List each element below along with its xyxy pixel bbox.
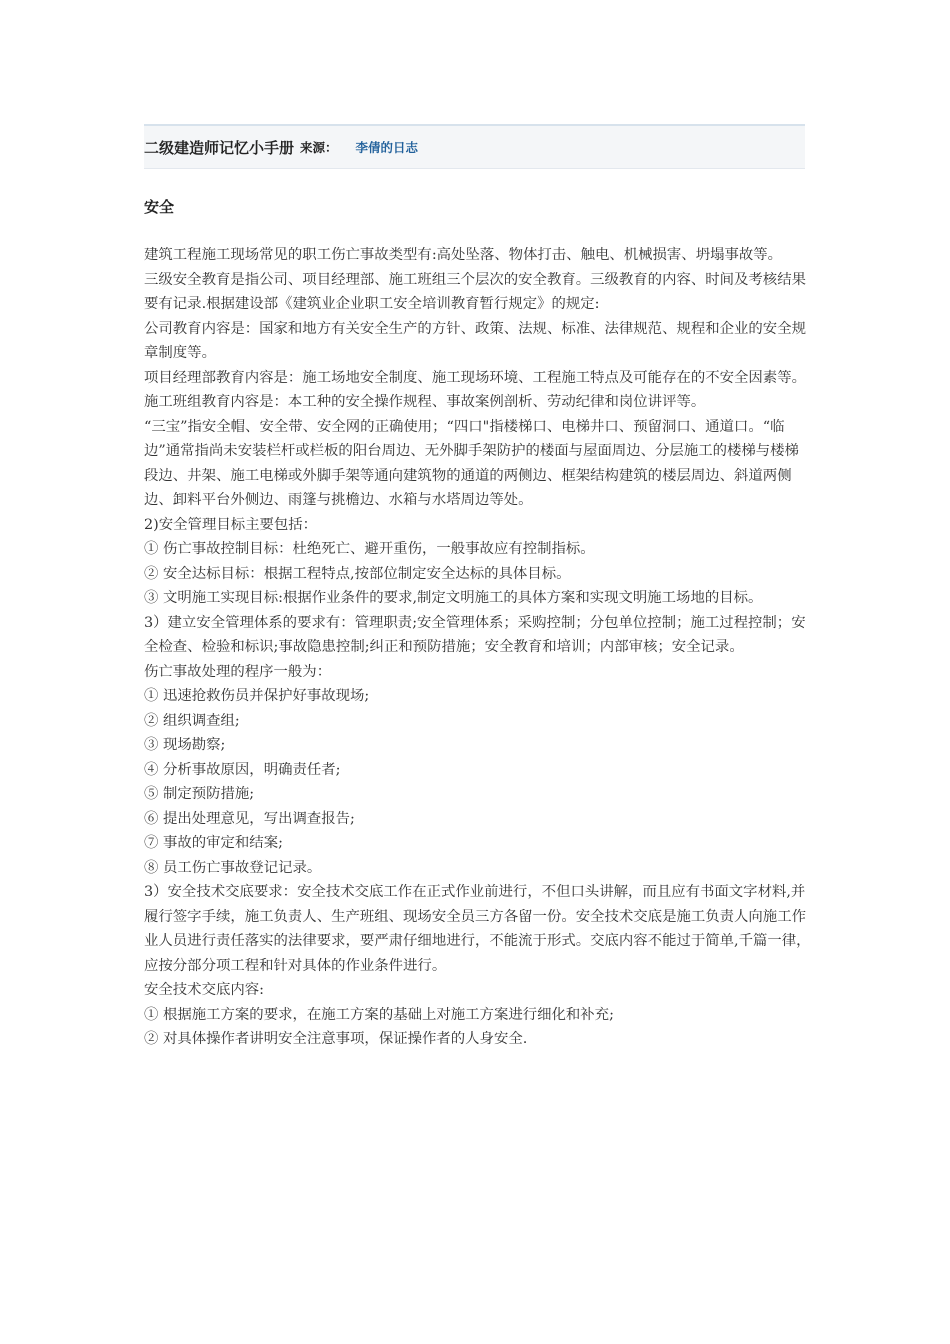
article-body [144,243,812,1052]
paragraph: 三级安全教育是指公司、项目经理部、施工班组三个层次的安全教育。三级教育的内容、时间及考核结果要有记录.根据建设部《建筑业企业职工安全培训教育暂行规定》的规定: [144,271,806,312]
list-item: ① 迅速抢救伤员并保护好事故现场; [144,688,370,704]
paragraph: “三宝”指安全帽、安全带、安全网的正确使用；“四口"指楼梯口、电梯井口、预留洞口、通道口。“临边”通常指尚未安装栏杆或栏板的阳台周边、无外脚手架防护的楼面与屋面周边、分层施工的楼梯与楼梯段边、井架、施工电梯或外脚手架等通向建筑物的通道的两侧边、框架结构建筑的楼层周边、斜道两侧边、卸料平台外侧边、雨篷与挑檐边、水箱与水塔周边等处。 [144,418,799,508]
list-item: ⑦ 事故的审定和结案; [144,835,283,851]
paragraph: 3）安全技术交底要求：安全技术交底工作在正式作业前进行，不但口头讲解，而且应有书面文字材料,并履行签字手续，施工负责人、生产班组、现场安全员三方各留一份。安全技术交底是施工负责人向施工作业人员进行责任落实的法律要求，要严肃仔细地进行，不能流于形式。交底内容不能过于简单,千篇一律，应按分部分项工程和针对具体的作业条件进行。 [144,884,811,974]
paragraph: 施工班组教育内容是：本工种的安全操作规程、事故案例剖析、劳动纪律和岗位讲评等。 [144,394,706,410]
list-item: ④ 分析事故原因，明确责任者; [144,761,341,778]
paragraph: 公司教育内容是：国家和地方有关安全生产的方针、政策、法规、标准、法律规范、规程和企业的安全规章制度等。 [144,320,806,361]
list-item: ① 根据施工方案的要求，在施工方案的基础上对施工方案进行细化和补充; [144,1006,614,1023]
list-item: ② 对具体操作者讲明安全注意事项，保证操作者的人身安全. [144,1031,528,1047]
list-item: ③ 文明施工实现目标:根据作业条件的要求,制定文明施工的具体方案和实现文明施工场地的目标。 [144,590,763,606]
list-item: ⑤ 制定预防措施; [144,786,255,802]
list-item: ⑧ 员工伤亡事故登记记录。 [144,859,322,876]
paragraph: 建筑工程施工现场常见的职工伤亡事故类型有:高处坠落、物体打击、触电、机械损害、坍塌事故等。 [144,247,783,263]
list-item: ⑥ 提出处理意见，写出调查报告; [144,810,355,827]
paragraph: 2)安全管理目标主要包括： [144,516,318,533]
paragraph: 项目经理部教育内容是：施工场地安全制度、施工现场环境、工程施工特点及可能存在的不安全因素等。 [144,369,806,386]
list-item: ① 伤亡事故控制目标：杜绝死亡、避开重伤，一般事故应有控制指标。 [144,541,595,557]
paragraph: 3）建立安全管理体系的要求有：管理职责;安全管理体系；采购控制；分包单位控制；施工过程控制；安全检查、检验和标识;事故隐患控制;纠正和预防措施；安全教育和培训；内部审核；安全记录。 [144,614,806,655]
list-item: ② 组织调查组; [144,712,240,729]
source-label: 来源： [300,140,338,155]
title-bar [144,124,805,169]
list-item: ② 安全达标目标：根据工程特点,按部位制定安全达标的具体目标。 [144,565,571,582]
paragraph: 安全技术交底内容: [144,982,264,998]
section-heading: 安全 [144,198,175,216]
list-item: ③ 现场勘察; [144,737,226,753]
paragraph: 伤亡事故处理的程序一般为： [144,663,332,680]
source-link[interactable]: 李倩的日志 [355,140,419,155]
document-title: 二级建造师记忆小手册 [144,138,295,157]
